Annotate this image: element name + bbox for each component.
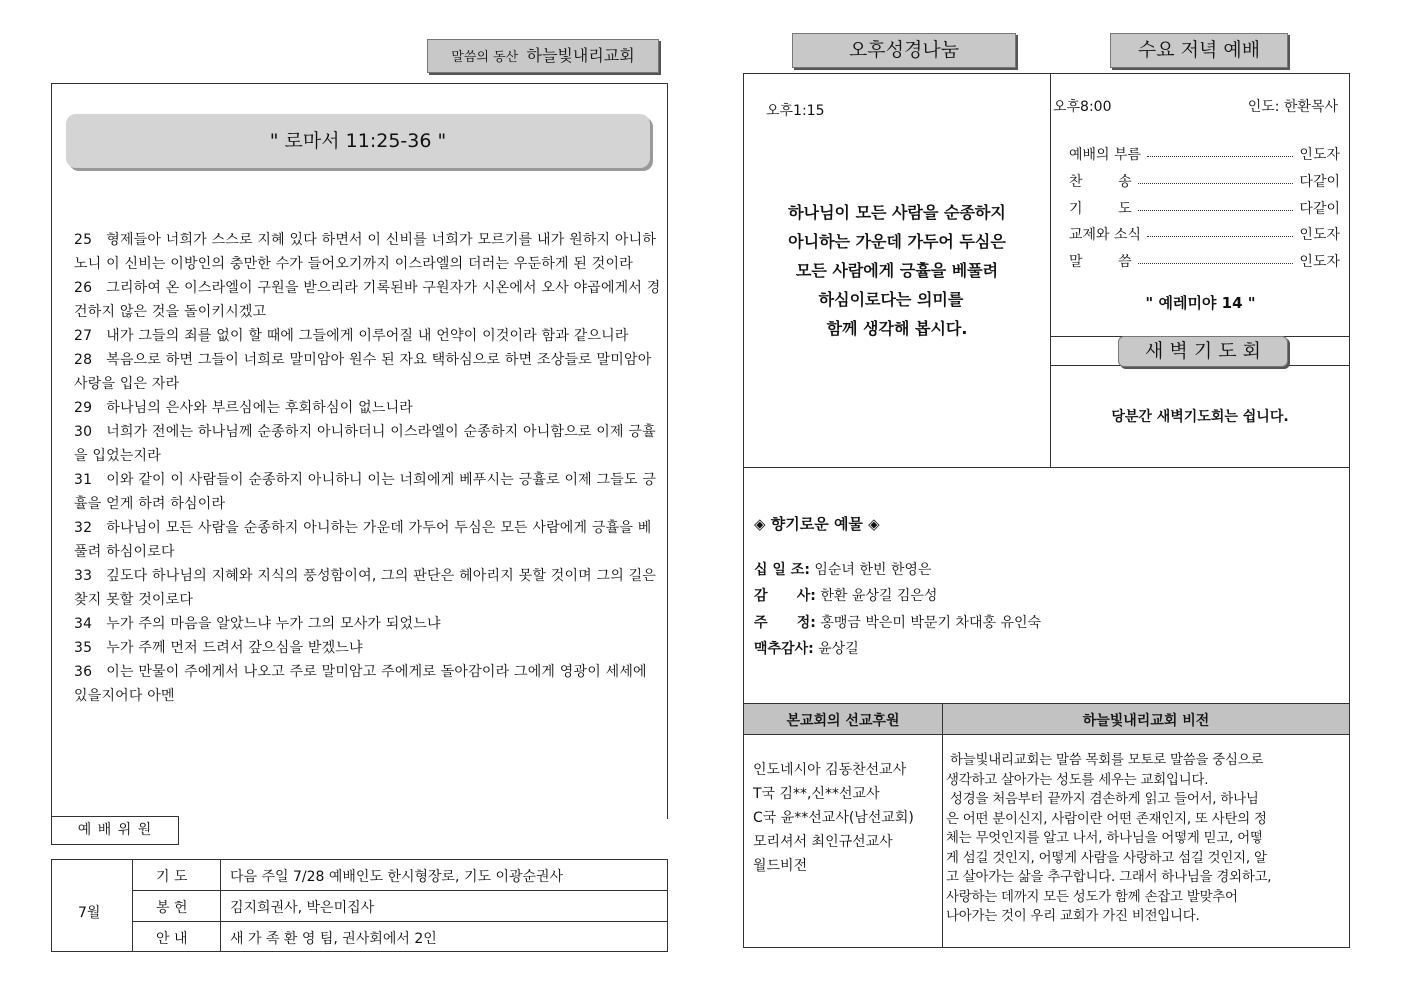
verse-text: 하나님이 모든 사람을 순종하지 아니하는 가운데 가두어 두심은 모든 사람에게 긍휼을 베풀려 하심이로다 [74, 520, 652, 560]
scripture-title: " 로마서 11:25-36 " [269, 130, 447, 152]
verse-number: 27 [74, 328, 93, 344]
verse-28 [74, 348, 664, 396]
committee-role-prayer: 기 도 [156, 869, 188, 885]
committee-detail-prayer: 다음 주일 7/28 예배인도 한시형장로, 기도 이광순권사 [230, 869, 564, 885]
afternoon-message [744, 198, 1050, 343]
vision-line: 사랑하는 데까지 모든 성도가 함께 손잡고 발맞추어 [946, 889, 1238, 905]
offering-row-weekly: 주 정: 홍맹금 박은미 박문기 차대홍 유인숙 [754, 615, 1042, 631]
verse-text: 이는 만물이 주에게서 나오고 주로 말미암고 주에게로 돌아감이라 그에게 영광이 세세에 있을지어다 아멘 [74, 664, 647, 704]
verse-text: 형제들아 너희가 스스로 지혜 있다 하면서 이 신비를 너희가 모르기를 내가 원하지 아니하노니 이 신비는 이방인의 충만한 수가 들어오기까지 이스라엘의 더러는 우둔하게 된 것이라 [74, 232, 657, 272]
verse-number: 26 [74, 280, 93, 296]
verse-29 [74, 396, 664, 420]
mission-list [753, 758, 914, 878]
verse-number: 33 [74, 568, 93, 584]
message-line: 하나님이 모든 사람을 순종하지 [788, 203, 1006, 222]
order-row-sermon: 말 씀 인도자 [1069, 254, 1340, 270]
committee-role-usher: 안 내 [156, 931, 188, 947]
committee-label-text: 예 배 위 원 [77, 822, 153, 838]
committee-month: 7월 [78, 905, 101, 921]
vision-text [946, 751, 1348, 927]
afternoon-bible-study-tag [792, 33, 1016, 68]
message-line: 함께 생각해 봅시다. [826, 319, 968, 338]
order-row-hymn: 찬 송 다같이 [1069, 174, 1340, 190]
vision-line: 은 어떤 분이신지, 사람이란 어떤 존재인지, 또 사탄의 정 [946, 811, 1267, 827]
verse-30 [74, 420, 664, 468]
dawn-prayer-tag [1118, 336, 1288, 367]
verse-number: 32 [74, 520, 93, 536]
vision-line: 게 섬길 것인지, 어떻게 사람을 사랑하고 섬길 것인지, 알 [946, 850, 1267, 866]
dawn-notice: 당분간 새벽기도회는 쉽니다. [1111, 409, 1289, 425]
scripture-title-banner [66, 114, 650, 168]
verse-number: 30 [74, 424, 93, 440]
verse-25 [74, 228, 664, 276]
verse-36 [74, 660, 664, 708]
vision-line: 고 살아가는 삶을 추구합니다. 그래서 하나님을 경외하고, [946, 870, 1272, 885]
offering-row-thanks: 감 사: 한환 윤상길 김은성 [754, 588, 938, 604]
verse-number: 31 [74, 472, 93, 488]
right-page-frame [743, 73, 1350, 948]
verse-text: 내가 그들의 죄를 없이 할 때에 그들에게 이루어질 내 언약이 이것이라 함과 같으니라 [106, 328, 629, 344]
offering-heading: ◈ 향기로운 예물 ◈ [754, 515, 880, 533]
verse-text: 그리하여 온 이스라엘이 구원을 받으리라 기록된바 구원자가 시온에서 오사 야곱에게서 경건하지 않은 것을 돌이키시겠고 [74, 280, 661, 320]
order-row-news: 교제와 소식 인도자 [1069, 227, 1340, 243]
afternoon-tag-text: 오후성경나눔 [848, 39, 960, 61]
verse-text: 누가 주께 먼저 드려서 갚으심을 받겠느냐 [106, 640, 363, 656]
order-row-call: 예배의 부름 인도자 [1069, 147, 1340, 163]
vision-line: 나아가는 것이 우리 교회가 가진 비전입니다. [946, 909, 1200, 924]
verse-33 [74, 564, 664, 612]
vision-line: 하늘빛내리교회는 말씀 목회를 모토로 말씀을 중심으로 [946, 753, 1264, 768]
wednesday-time: 오후8:00 [1053, 99, 1112, 115]
verse-text: 복음으로 하면 그들이 너희로 말미암아 원수 된 자요 택하심으로 하면 조상들로 말미암아 사랑을 입은 자라 [74, 352, 652, 392]
wednesday-leader: 인도: 한환목사 [1247, 99, 1338, 115]
verse-number: 28 [74, 352, 93, 368]
verse-number: 36 [74, 664, 93, 680]
verse-text: 이와 같이 이 사람들이 순종하지 아니하니 이는 너희에게 베푸시는 긍휼로 이제 그들도 긍휼을 얻게 하려 하심이라 [74, 472, 657, 512]
vision-line: 생각하고 살아가는 성도를 세우는 교회입니다. [946, 772, 1209, 788]
church-name: 하늘빛내리교회 [526, 46, 635, 65]
verse-number: 29 [74, 400, 93, 416]
offering-row-harvest: 맥추감사: 윤상길 [754, 641, 859, 657]
verse-26 [74, 276, 664, 324]
committee-label [51, 816, 179, 845]
verse-text: 깊도다 하나님의 지혜와 지식의 풍성함이여, 그의 판단은 헤아리지 못할 것이며 그의 길은 찾지 못할 것이로다 [74, 568, 657, 608]
message-line: 아니하는 가운데 가두어 두심은 [788, 232, 1006, 251]
verse-text: 너희가 전에는 하나님께 순종하지 아니하더니 이스라엘이 순종하지 아니함으로 이제 긍휼을 입었는지라 [74, 424, 656, 464]
church-motto: 말씀의 동산 [451, 50, 519, 65]
verse-27 [74, 324, 664, 348]
committee-detail-offering: 김지희권사, 박은미집사 [230, 900, 375, 916]
mission-header: 본교회의 선교후원 [786, 713, 900, 729]
committee-table [51, 859, 668, 952]
mission-item: C국 윤**선교사(남선교회) [753, 810, 914, 826]
church-name-tag [427, 39, 659, 73]
committee-detail-usher: 새 가 족 환 영 팀, 권사회에서 2인 [230, 931, 437, 947]
committee-role-offering: 봉 헌 [156, 900, 188, 916]
verse-34 [74, 612, 664, 636]
offering-section [744, 467, 1349, 703]
mission-item: 모리셔서 최인규선교사 [753, 834, 893, 850]
order-row-prayer: 기 도 다같이 [1069, 201, 1340, 217]
message-line: 모든 사람에게 긍휼을 베풀려 [795, 261, 999, 280]
verse-number: 35 [74, 640, 93, 656]
wednesday-service-tag [1110, 33, 1288, 68]
mission-item: T국 김**,신**선교사 [753, 786, 880, 802]
verse-text: 누가 주의 마음을 알았느냐 누가 그의 모사가 되었느냐 [106, 616, 441, 632]
verse-32 [74, 516, 664, 564]
vision-header: 하늘빛내리교회 비전 [1082, 713, 1210, 729]
wednesday-sermon-title: " 예레미야 14 " [1145, 294, 1256, 312]
mission-item: 월드비전 [753, 858, 808, 874]
verse-31 [74, 468, 664, 516]
scripture-text [74, 228, 664, 708]
vision-line: 체는 무엇인지를 알고 나서, 하나님을 어떻게 믿고, 어떻 [946, 831, 1263, 846]
wednesday-section [1051, 74, 1350, 336]
mission-item: 인도네시아 김동찬선교사 [753, 762, 907, 778]
offering-row-tithe: 십 일 조: 임순녀 한빈 한영은 [754, 562, 932, 578]
vision-line: 성경을 처음부터 끝까지 겸손하게 읽고 들어서, 하나님 [946, 792, 1259, 807]
afternoon-time: 오후1:15 [766, 103, 825, 119]
verse-text: 하나님의 은사와 부르심에는 후회하심이 없느니라 [106, 400, 414, 416]
verse-number: 25 [74, 232, 93, 248]
verse-number: 34 [74, 616, 93, 632]
verse-35 [74, 636, 664, 660]
wednesday-tag-text: 수요 저녁 예배 [1137, 39, 1261, 61]
message-line: 하심이로다는 의미를 [818, 290, 964, 309]
dawn-tag-text: 새 벽 기 도 회 [1145, 340, 1261, 362]
